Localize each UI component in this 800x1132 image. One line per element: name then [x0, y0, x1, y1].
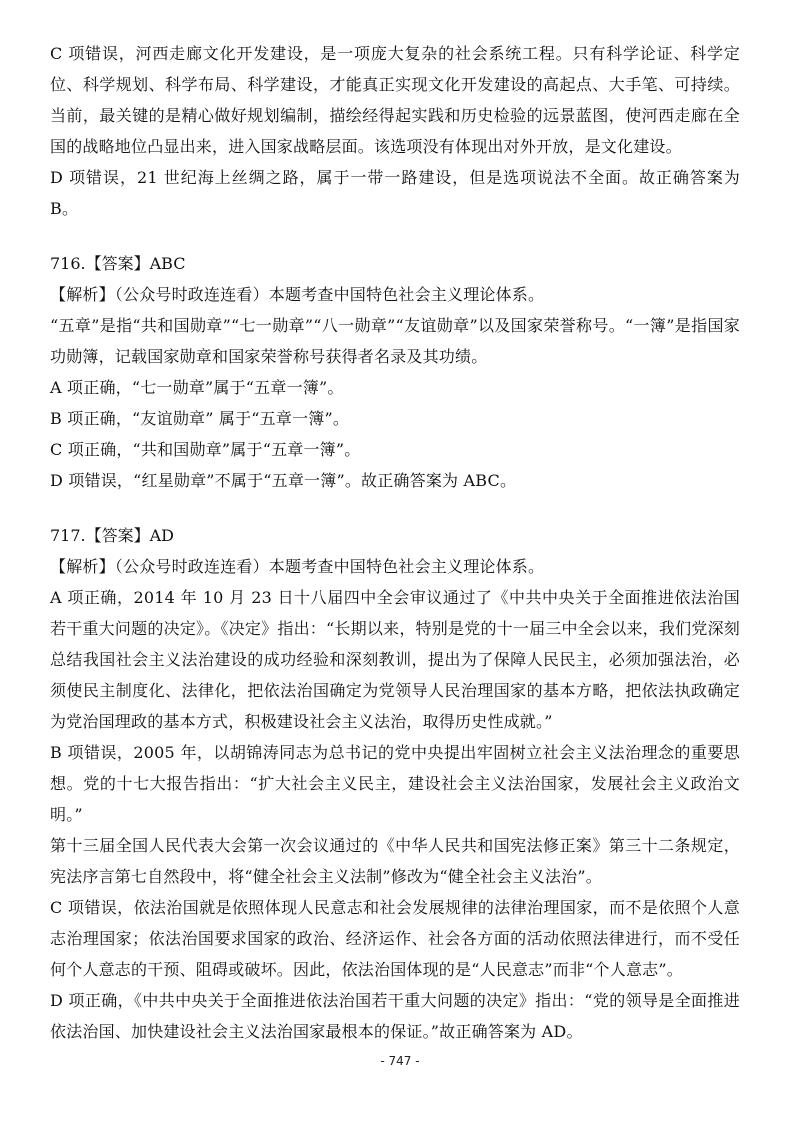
question-716-intro: “五章”是指“共和国勋章”“七一勋章”“八一勋章”“友谊勋章”以及国家荣誉称号。“一簿”是指国家功勋簿，记载国家勋章和国家荣誉称号获得者名录及其功绩。 [50, 316, 740, 366]
question-716-answer-heading: 716.【答案】ABC [50, 254, 186, 273]
question-717-option-b: B 项错误，2005 年，以胡锦涛同志为总书记的党中央提出牢固树立社会主义法治理念的重要思想。党的十七大报告指出：“扩大社会主义民主，建设社会主义法治国家，发展社会主义政治文明。” [50, 743, 740, 824]
question-717-option-c: C 项错误，依法治国就是依照体现人民意志和社会发展规律的法律治理国家，而不是依照个人意志治理国家；依法治国要求国家的政治、经济运作、社会各方面的活动依照法律进行，而不受任何个人意志的干预、阻碍或破坏。因此，依法治国体现的是“人民意志”而非“个人意志”。 [50, 898, 740, 979]
question-717-option-d: D 项正确，《中共中央关于全面推进依法治国若干重大问题的决定》指出：“党的领导是全面推进依法治国、加快建设社会主义法治国家最根本的保证。”故正确答案为 AD。 [50, 991, 740, 1041]
option-c-explanation: C 项错误，河西走廊文化开发建设，是一项庞大复杂的社会系统工程。只有科学论证、科学定位、科学规划、科学布局、科学建设，才能真正实现文化开发建设的高起点、大手笔、可持续。当前，最关键的是精心做好规划编制，描绘经得起实践和历史检验的远景蓝图，使河西走廊在全国的战略地位凸显出来，进入国家战略层面。该选项没有体现出对外开放，是文化建设。 [50, 44, 740, 156]
question-717-analysis: 【解析】（公众号时政连连看）本题考查中国特色社会主义理论体系。 [50, 557, 545, 576]
question-716-analysis: 【解析】（公众号时政连连看）本题考查中国特色社会主义理论体系。 [50, 285, 545, 304]
question-716-option-c: C 项正确，“共和国勋章”属于“五章一簿”。 [50, 440, 361, 459]
question-716-option-d: D 项错误，“红星勋章”不属于“五章一簿”。故正确答案为 ABC。 [50, 471, 517, 490]
section-gap [50, 496, 740, 520]
previous-question-tail [50, 38, 740, 224]
question-716-option-b: B 项正确，“友谊勋章” 属于“五章一簿”。 [50, 409, 350, 428]
section-gap [50, 224, 740, 248]
question-716-section [50, 248, 740, 496]
question-717-option-a: A 项正确，2014 年 10 月 23 日十八届四中全会审议通过了《中共中央关于全面推进依法治国若干重大问题的决定》。《决定》指出：“长期以来，特别是党的十一届三中全会以来，我们党深刻总结我国社会主义法治建设的成功经验和深刻教训，提出为了保障人民民主，必须加强法治，必须使民主制度化、法律化，把依法治国确定为党领导人民治理国家的基本方略，把依法执政确定为党治国理政的基本方式，积极建设社会主义法治，取得历史性成就。” [50, 588, 740, 731]
question-716-option-a: A 项正确，“七一勋章”属于“五章一簿”。 [50, 378, 344, 397]
option-d-explanation: D 项错误，21 世纪海上丝绸之路，属于一带一路建设，但是选项说法不全面。故正确答案为 B。 [50, 168, 740, 218]
page-number: - 747 - [380, 1054, 420, 1068]
question-717-section [50, 520, 740, 1047]
question-717-option-b-continued: 第十三届全国人民代表大会第一次会议通过的《中华人民共和国宪法修正案》第三十二条规定，宪法序言第七自然段中，将“健全社会主义法制”修改为“健全社会主义法治”。 [50, 836, 740, 886]
question-717-answer-heading: 717.【答案】AD [50, 526, 175, 545]
